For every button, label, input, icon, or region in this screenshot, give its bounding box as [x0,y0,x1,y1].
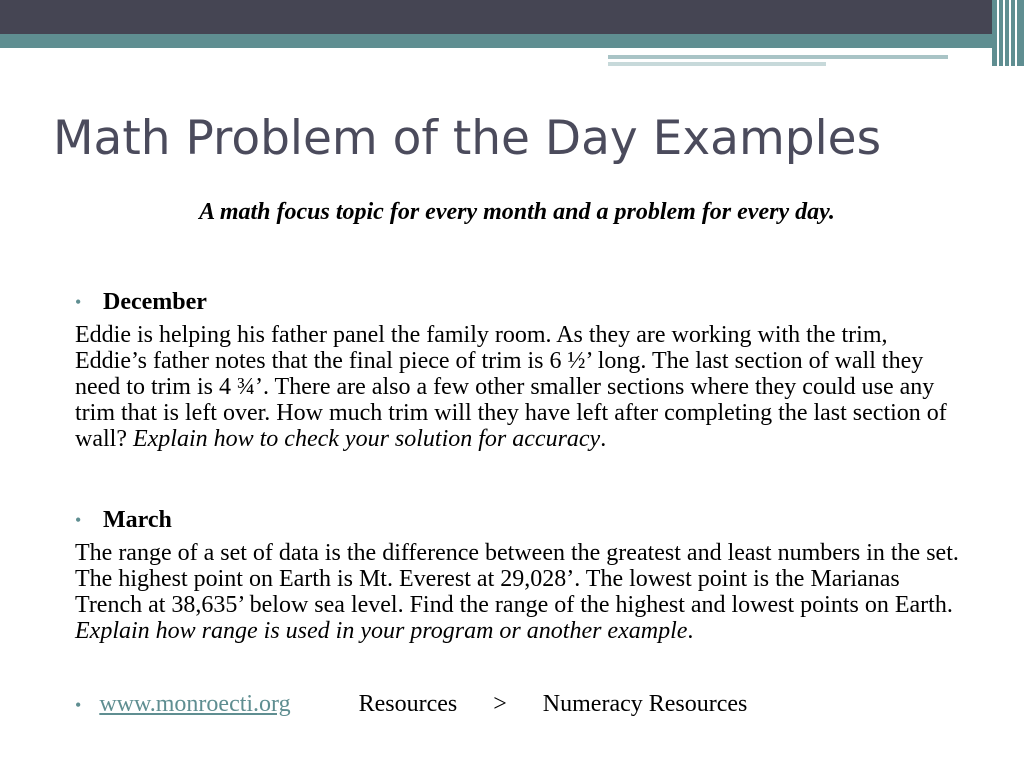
section-heading: March [103,507,172,533]
header-vertical-lines [992,0,1024,66]
section-december [75,288,965,452]
section-march [75,506,965,644]
header-accent-stripe-short [608,62,826,66]
section-heading: December [103,289,207,315]
section-body: Eddie is helping his father panel the family room. As they are working with the trim, Eddie’s father notes that the final piece of trim is 6 ½’ long. The last section of wall they need to trim is 4 ¾’. There are also a few other smaller sections where they could use any trim that is left over. How much trim will they have left after completing the last section of wall? Explain how to check your solution for accuracy. [75,322,947,452]
monroecti-link[interactable]: www.monroecti.org [99,691,291,717]
bullet-icon: • [75,510,82,530]
resources-line [75,690,975,719]
breadcrumb-separator: > [493,691,507,717]
section-body-italic: Explain how range is used in your program or another example [75,618,688,644]
bullet-icon: • [75,695,82,715]
breadcrumb-resources: Resources [358,691,458,717]
bullet-icon: • [75,292,82,312]
breadcrumb-numeracy-resources: Numeracy Resources [542,691,748,717]
section-body: The range of a set of data is the difference between the greatest and least numbers in the set. The highest point on Earth is Mt. Everest at 29,028’. The lowest point is the Marianas Trench at 38,635’ below sea level. Find the range of the highest and lowest points on Earth. Explain how range is used in your program or another example. [75,540,959,644]
slide-subtitle: A math focus topic for every month and a problem for every day. [199,199,835,225]
slide-title: Math Problem of the Day Examples [53,111,882,166]
header-teal-band [0,34,1024,48]
header-dark-band [0,0,1024,34]
header-accent-stripe [608,55,948,59]
section-body-italic: Explain how to check your solution for accuracy [132,426,601,452]
